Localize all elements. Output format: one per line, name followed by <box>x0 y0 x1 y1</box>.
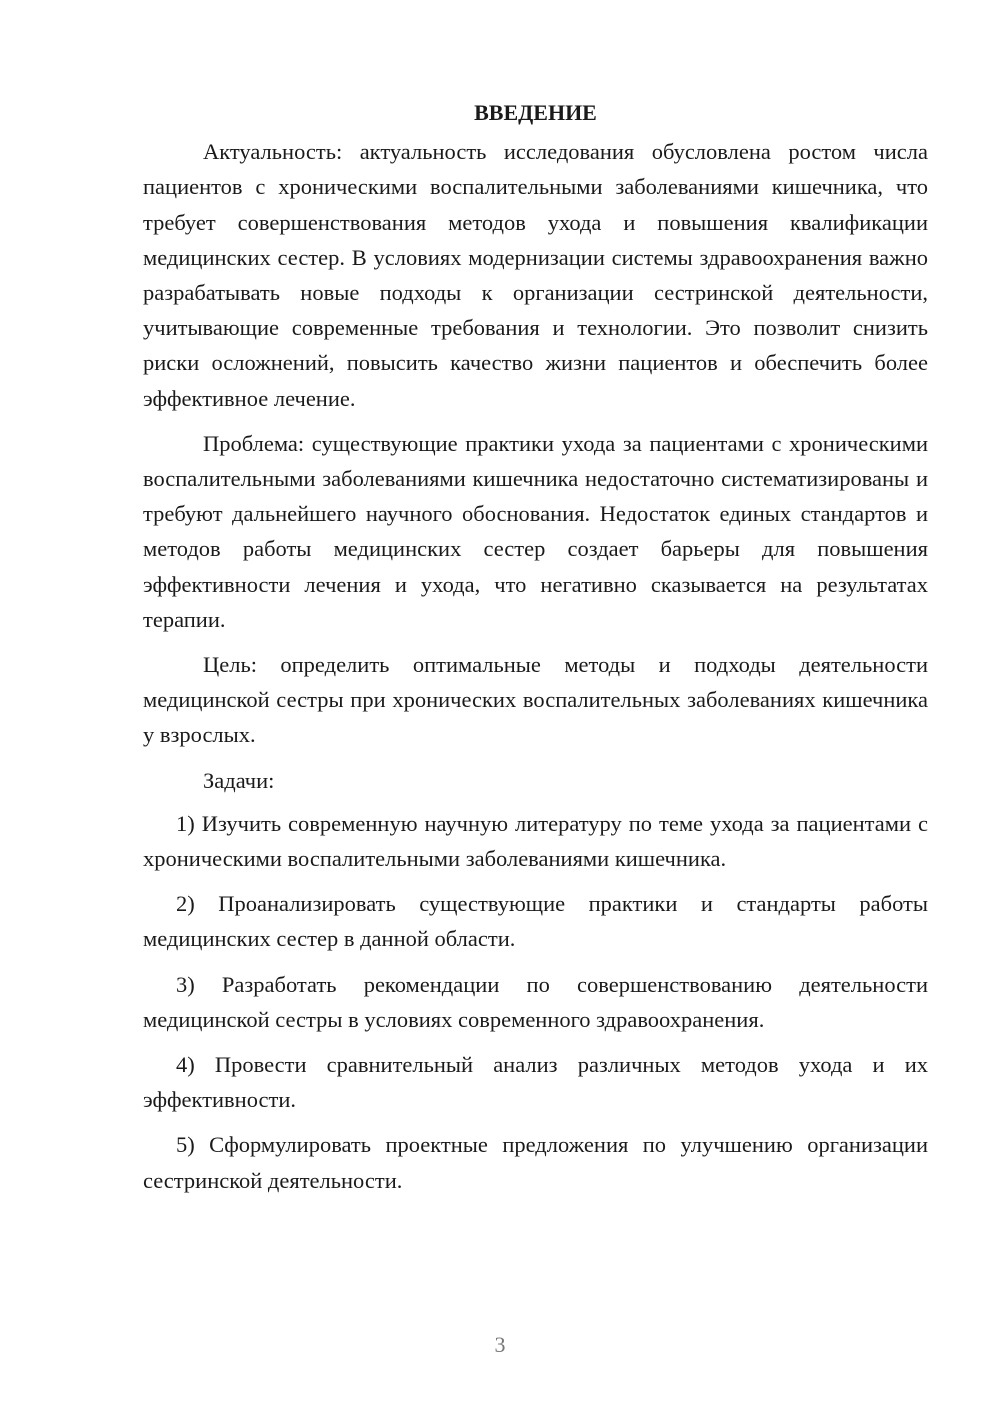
paragraph-goal: Цель: определить оптимальные методы и подходы деятельности медицинской сестры при хронических воспалительных заболеваниях кишечника у взрослых. <box>143 652 928 748</box>
paragraph-problem: Проблема: существующие практики ухода за пациентами с хроническими воспалительными заболеваниями кишечника недостаточно систематизированы и требуют дальнейшего научного обоснования. Недостаток единых стандартов и методов работы медицинских сестер создает барьеры для повышения эффективности лечения и ухода, что негативно сказывается на результатах терапии. <box>143 430 928 632</box>
section-title: ВВЕДЕНИЕ <box>474 100 597 125</box>
tasks-heading: Задачи: <box>203 767 275 793</box>
task-item: 4) Провести сравнительный анализ различных методов ухода и их эффективности. <box>143 1052 928 1113</box>
task-item: 2) Проанализировать существующие практики и стандарты работы медицинских сестер в данной области. <box>143 891 928 952</box>
task-item: 3) Разработать рекомендации по совершенствованию деятельности медицинской сестры в условиях современного здравоохранения. <box>143 971 928 1032</box>
task-item: 1) Изучить современную научную литературу по теме ухода за пациентами с хроническими воспалительными заболеваниями кишечника. <box>143 810 928 872</box>
paragraph-relevance: Актуальность: актуальность исследования обусловлена ростом числа пациентов с хроническими воспалительными заболеваниями кишечника, что требует совершенствования методов ухода и повышения квалификации медицинских сестер. В условиях модернизации системы здравоохранения важно разрабатывать новые подходы к организации сестринской деятельности, учитывающие современные требования и технологии. Это позволит снизить риски осложнений, повысить качество жизни пациентов и обеспечить более эффективное лечение. <box>143 139 928 411</box>
page-number: 3 <box>494 1332 506 1357</box>
document-page <box>143 95 928 1208</box>
task-item: 5) Сформулировать проектные предложения по улучшению организации сестринской деятельности. <box>143 1132 928 1193</box>
